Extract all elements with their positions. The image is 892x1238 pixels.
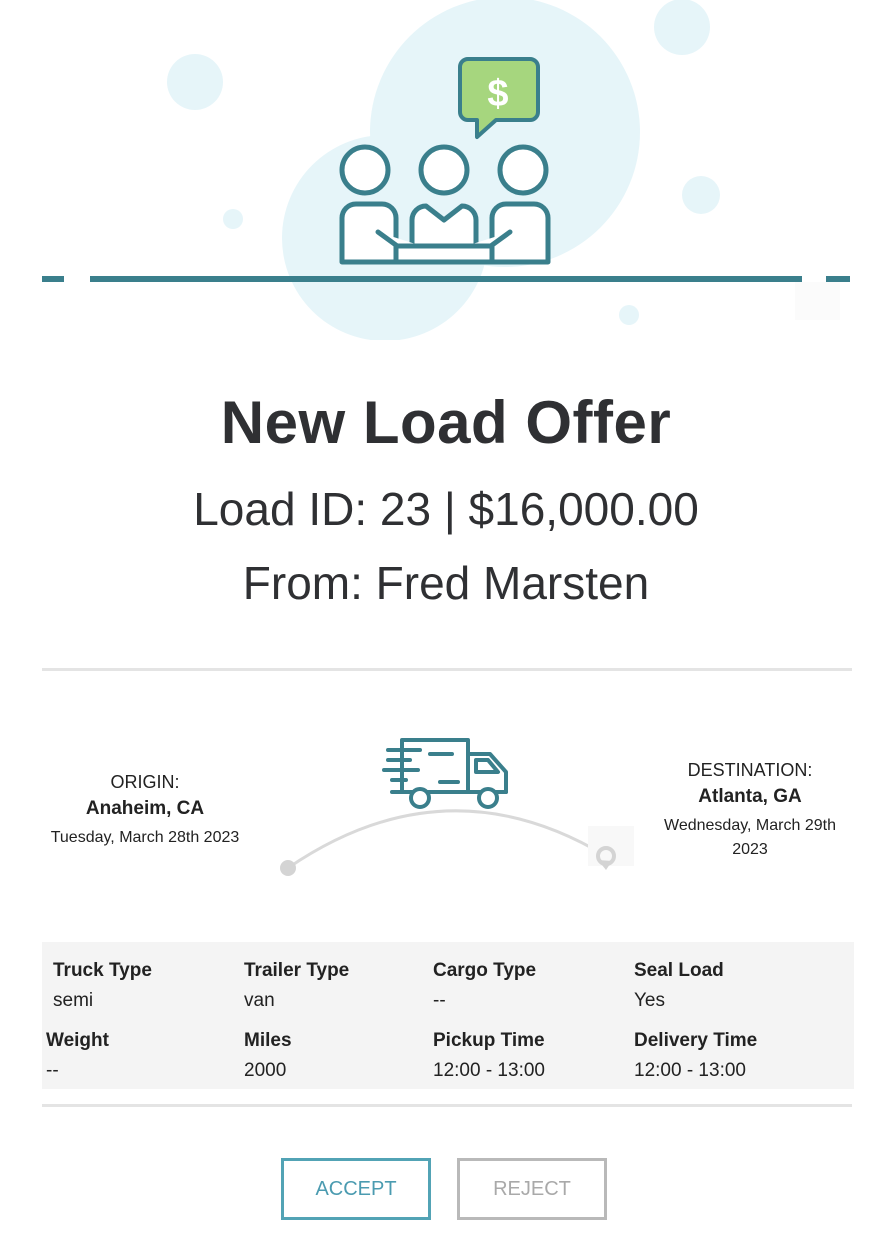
pickup-time-cell [433,1030,545,1082]
weight-cell [46,1030,109,1082]
pickup-time-value: 12:00 - 13:00 [433,1060,545,1081]
pickup-time-label: Pickup Time [433,1030,545,1051]
cargo-type-label: Cargo Type [433,960,537,981]
divider [42,668,852,671]
offer-from: From: Fred Marsten [242,557,650,609]
origin-block [40,772,250,850]
seal-load-value: Yes [634,990,665,1011]
hero-illustration [0,0,892,340]
miles-label: Miles [244,1030,292,1051]
svg-text:$: $ [487,73,509,115]
trailer-type-label: Trailer Type [244,960,350,981]
accept-button[interactable]: ACCEPT [281,1158,431,1220]
cargo-type-value: -- [433,990,446,1011]
offer-title: New Load Offer [220,389,672,456]
origin-date: Tuesday, March 28th 2023 [50,829,240,846]
weight-label: Weight [46,1030,109,1051]
route-section [0,720,892,910]
destination-label: DESTINATION: [687,760,813,780]
divider [42,1104,852,1107]
delivery-time-cell [634,1030,757,1082]
origin-city: Anaheim, CA [85,798,205,819]
delivery-truck-icon [384,740,506,807]
miles-cell [244,1030,292,1082]
truck-type-value: semi [53,990,94,1011]
route-arc [288,811,606,868]
trailer-type-value: van [244,990,275,1011]
destination-date: Wednesday, March 29th 2023 [664,817,836,858]
weight-value: -- [46,1060,59,1081]
delivery-time-value: 12:00 - 13:00 [634,1060,746,1081]
seal-load-label: Seal Load [634,960,724,981]
negotiation-people-dollar-icon [0,0,892,340]
cargo-type-cell [433,960,536,1012]
load-details-table [42,942,854,1089]
origin-label: ORIGIN: [110,772,180,792]
trailer-type-cell [244,960,349,1012]
origin-dot [280,860,296,876]
truck-type-label: Truck Type [53,960,152,981]
miles-value: 2000 [244,1060,287,1081]
seal-load-cell [634,960,724,1012]
destination-block [650,760,850,862]
delivery-time-label: Delivery Time [634,1030,758,1051]
truck-type-cell [53,960,152,1012]
destination-city: Atlanta, GA [698,786,802,807]
reject-button[interactable]: REJECT [457,1158,607,1220]
load-id-price: Load ID: 23 | $16,000.00 [193,483,699,535]
